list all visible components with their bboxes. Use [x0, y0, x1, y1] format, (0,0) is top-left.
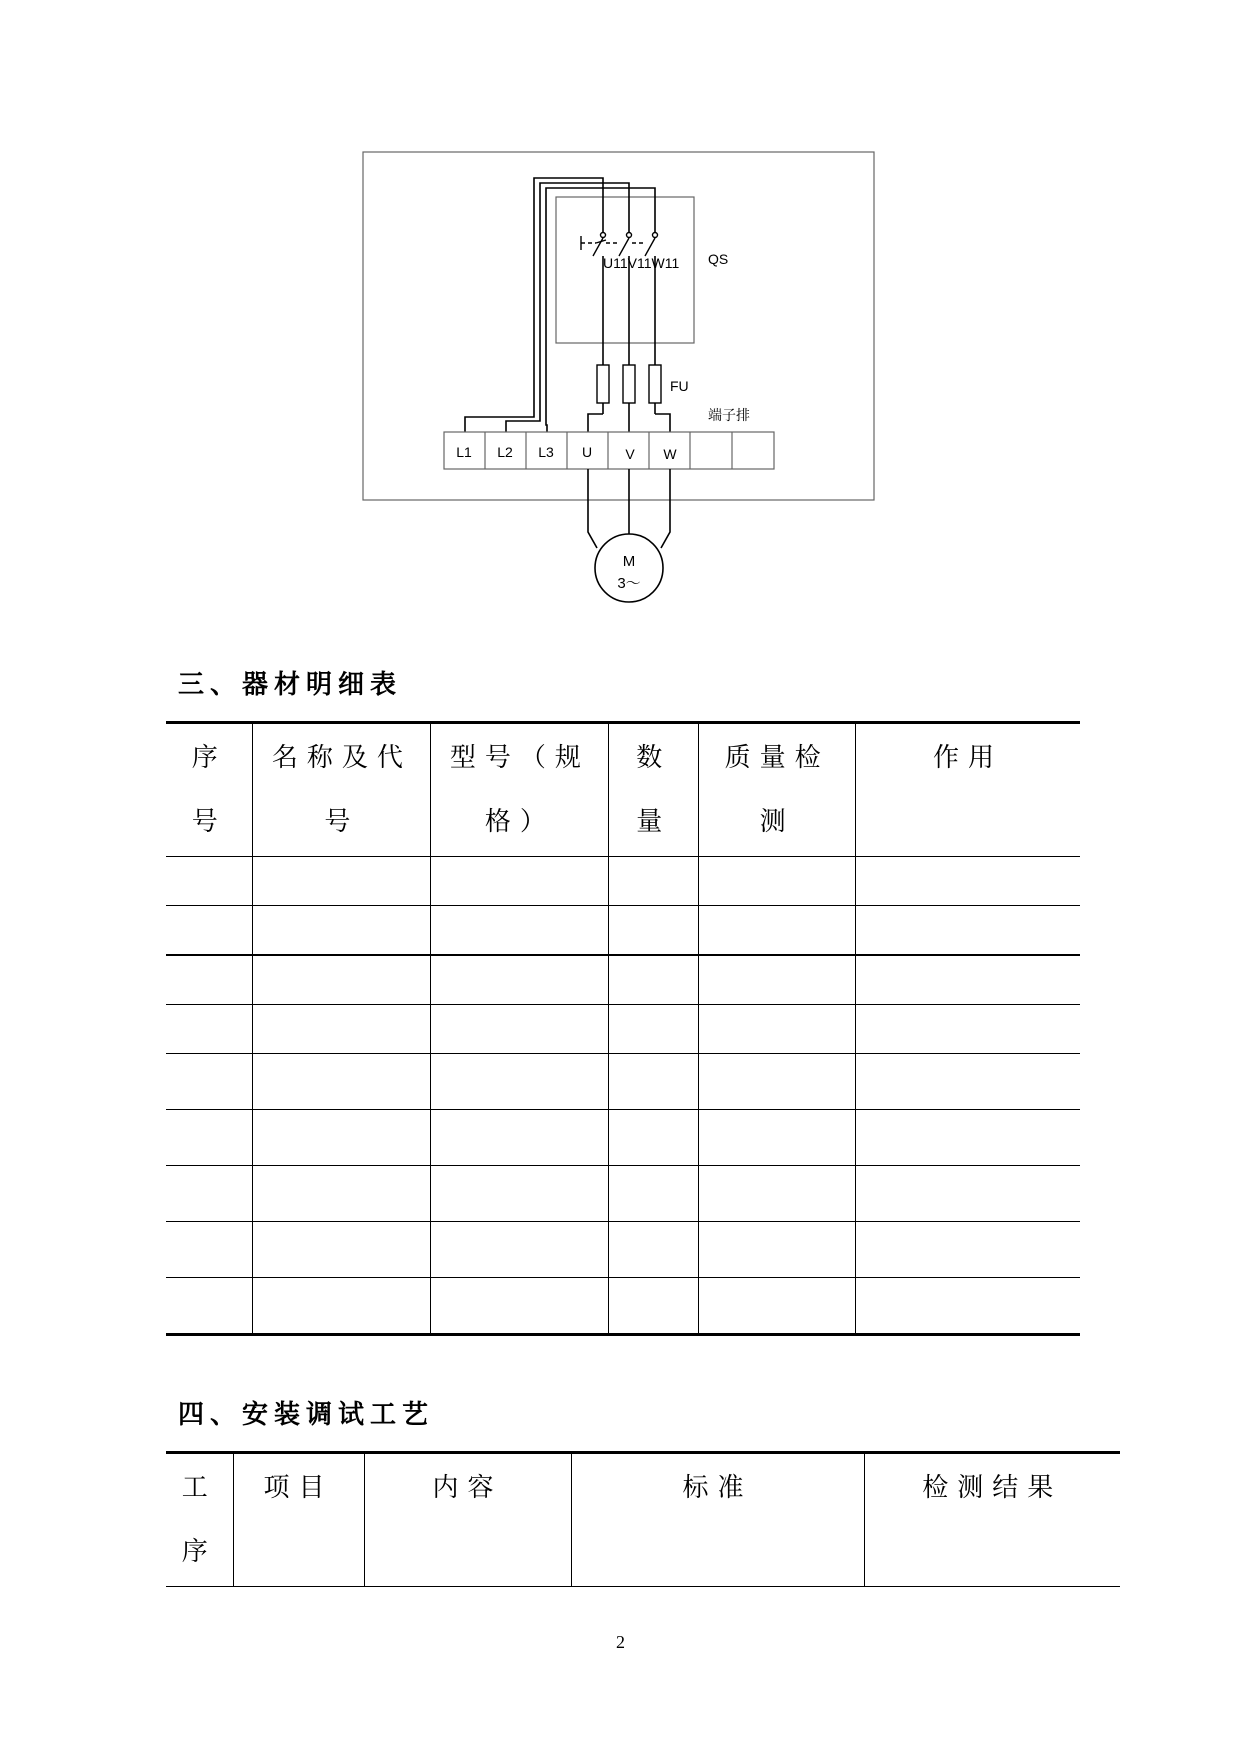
motor-phase-label: 3～: [617, 575, 641, 592]
materials-table: [166, 721, 1080, 1336]
control-panel-frame: [363, 152, 874, 500]
fuses: [597, 365, 661, 403]
terminal-u11: U11: [603, 255, 628, 271]
qs-label: QS: [708, 251, 729, 267]
section3-title: 三、器材明细表: [178, 670, 403, 700]
header-result: 检测结果: [864, 1453, 1120, 1587]
section4-title: 四、安装调试工艺: [178, 1400, 435, 1430]
table-row: [166, 906, 1080, 956]
header-step: 工 序: [166, 1453, 233, 1587]
terminal-u: U: [581, 444, 593, 460]
terminal-l2: L2: [497, 444, 513, 460]
header-standard: 标准: [571, 1453, 864, 1587]
terminal-w11: W11: [651, 255, 680, 271]
header-item: 项目: [233, 1453, 364, 1587]
header-purpose: 作用: [856, 723, 1081, 857]
header-name-code: 名称及代 号: [253, 723, 431, 857]
fuse-label: FU: [670, 378, 689, 394]
process-header-row: [166, 1453, 1120, 1587]
header-seq: 序 号: [166, 723, 253, 857]
header-quantity: 数 量: [609, 723, 699, 857]
load-wires: [588, 256, 670, 432]
process-table: [166, 1451, 1120, 1587]
header-model: 型号（规 格）: [431, 723, 609, 857]
header-quality-check: 质量检 测: [699, 723, 856, 857]
switch-terminal-labels: [603, 255, 679, 271]
table-row: [166, 1222, 1080, 1278]
terminal-v: V: [625, 446, 635, 462]
qs-switch-contacts: [581, 233, 658, 257]
terminal-block-label: 端子排: [708, 407, 750, 423]
table-row: [166, 955, 1080, 1005]
terminal-l3: L3: [538, 444, 554, 460]
motor-label: M: [622, 553, 636, 570]
terminal-block: [444, 432, 774, 469]
table-row: [166, 1110, 1080, 1166]
table-row: [166, 1166, 1080, 1222]
terminal-v11: V11: [627, 255, 652, 271]
terminal-w: W: [663, 446, 677, 462]
materials-header-row: [166, 723, 1080, 857]
table-row: [166, 1005, 1080, 1054]
circuit-diagram: [0, 0, 1241, 620]
page-number: 2: [616, 1632, 625, 1652]
header-content: 内容: [364, 1453, 571, 1587]
table-row: [166, 1054, 1080, 1110]
table-row: [166, 1278, 1080, 1335]
table-row: [166, 857, 1080, 906]
terminal-l1: L1: [456, 444, 472, 460]
